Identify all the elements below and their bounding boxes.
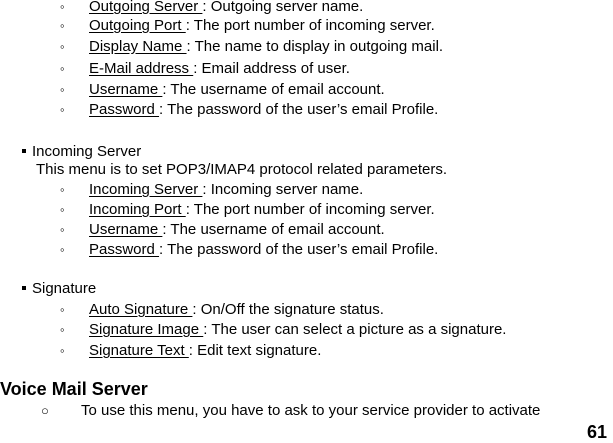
item-description: : The name to display in outgoing mail. (186, 38, 444, 55)
sub-bullet-icon: ◦ (60, 102, 65, 117)
term-outgoing-port: Outgoing Port (89, 17, 186, 34)
term-username: Username (89, 221, 163, 238)
sub-bullet-icon: ◦ (60, 82, 65, 97)
incoming-heading: Incoming Server (32, 143, 142, 160)
item-description: : The username of email account. (162, 221, 385, 238)
page-number: 61 (586, 422, 607, 442)
item-description: : Email address of user. (193, 60, 350, 77)
sub-bullet-icon: ◦ (60, 322, 65, 337)
term-password: Password (89, 241, 160, 258)
term-incoming-server: Incoming Server (89, 181, 203, 198)
sub-bullet-icon: ◦ (60, 39, 65, 54)
sub-bullet-icon: ◦ (60, 18, 65, 33)
term-password: Password (89, 101, 160, 118)
term-username: Username (89, 81, 163, 98)
sub-bullet-icon: ◦ (60, 61, 65, 76)
square-bullet-icon (22, 149, 26, 153)
section-heading (22, 142, 141, 162)
section-title: Voice Mail Server (0, 379, 148, 399)
sub-bullet-icon: ◦ (60, 182, 65, 197)
term-email-address: E-Mail address (89, 60, 194, 77)
term-signature-text: Signature Text (89, 342, 189, 359)
sub-bullet-icon: ◦ (60, 242, 65, 257)
item-description: : The port number of incoming server. (185, 201, 435, 218)
item-description: : The password of the user’s email Profile. (159, 101, 439, 118)
term-incoming-port: Incoming Port (89, 201, 186, 218)
sub-bullet-icon: ◦ (60, 343, 65, 358)
term-signature-image: Signature Image (89, 321, 204, 338)
circle-bullet-icon: ○ (41, 403, 49, 418)
signature-heading: Signature (32, 280, 97, 297)
section-heading (22, 279, 96, 299)
section-intro: This menu is to set POP3/IMAP4 protocol related parameters. (36, 161, 448, 178)
item-description: : The port number of incoming server. (185, 17, 435, 34)
sub-bullet-icon: ◦ (60, 202, 65, 217)
term-outgoing-server: Outgoing Server (89, 0, 203, 15)
term-auto-signature: Auto Signature (89, 301, 193, 318)
item-description: : Edit text signature. (188, 342, 322, 359)
item-description: : The password of the user’s email Profile. (159, 241, 439, 258)
item-description: : The user can select a picture as a signature. (203, 321, 507, 338)
square-bullet-icon (22, 286, 26, 290)
term-display-name: Display Name (89, 38, 187, 55)
sub-bullet-icon: ◦ (60, 0, 65, 14)
item-description: : Outgoing server name. (202, 0, 364, 15)
sub-bullet-icon: ◦ (60, 302, 65, 317)
voice-mail-text: To use this menu, you have to ask to your service provider to activate (81, 402, 541, 419)
item-description: : The username of email account. (162, 81, 385, 98)
item-description: : Incoming server name. (202, 181, 364, 198)
item-description: : On/Off the signature status. (192, 301, 384, 318)
sub-bullet-icon: ◦ (60, 222, 65, 237)
